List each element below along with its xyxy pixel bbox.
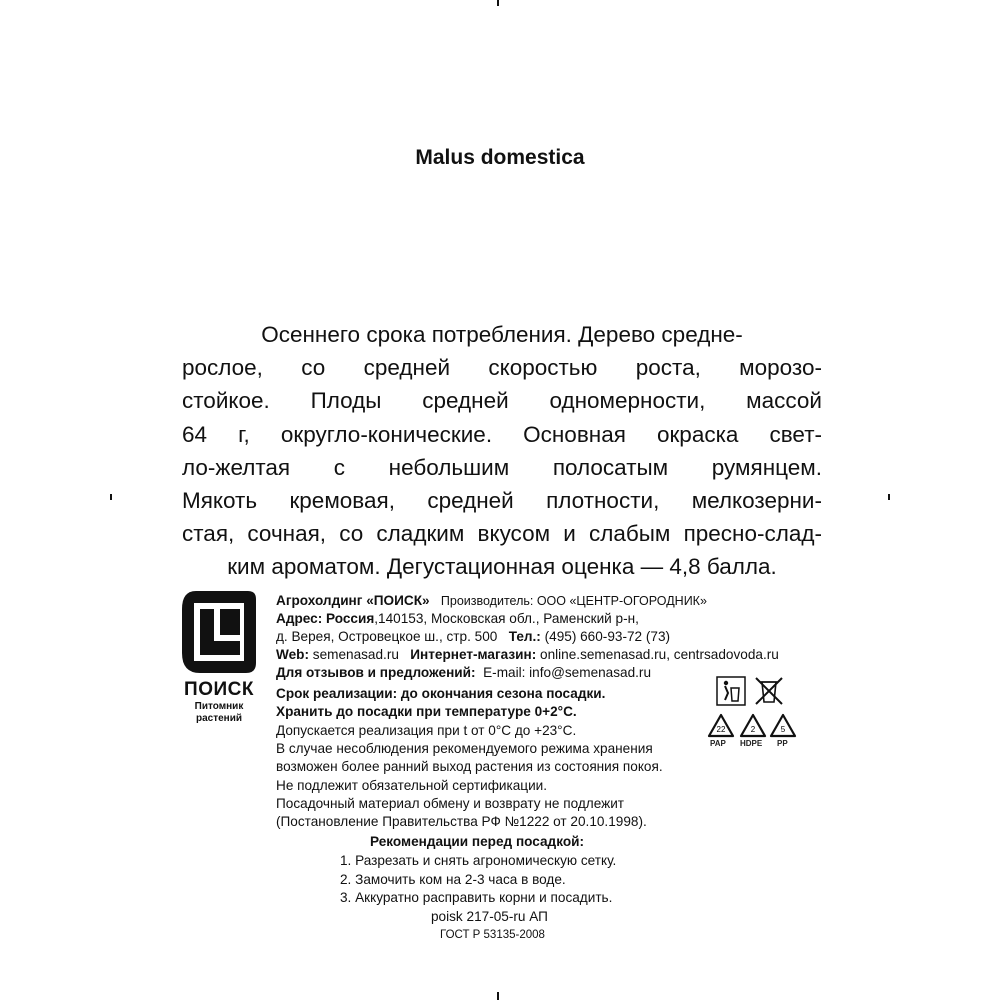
recycling-number: 5: [780, 725, 786, 734]
no-dispose-bin-icon: [752, 674, 786, 708]
latin-name: Malus domestica: [415, 146, 585, 169]
recycling-number: 22: [716, 725, 726, 734]
storage-warning: возможен более ранний выход растения из состояния покоя.: [276, 759, 663, 774]
phone-label: Тел.:: [508, 629, 541, 644]
email: E-mail: info@semenasad.ru: [483, 665, 652, 680]
address-line-2: д. Верея, Островецкое ш., стр. 500: [276, 629, 498, 644]
feedback-line: [276, 664, 651, 681]
recycling-number: 2: [750, 725, 756, 734]
address-text: ,140153, Московская обл., Раменский р-н,: [374, 611, 639, 626]
article-code: poisk 217-05-ru АП: [431, 909, 548, 924]
feedback-label: Для отзывов и предложений:: [276, 665, 476, 680]
poisk-logo: [176, 589, 260, 725]
description-line: стойкое. Плоды средней одномерности, массой: [182, 388, 822, 414]
description-line: ло-желтая с небольшим полосатым румянцем.: [182, 454, 822, 480]
trim-mark-bottom: [497, 992, 499, 1000]
web-line: [276, 646, 779, 663]
trim-mark-top: [497, 0, 499, 6]
address-label: Адрес:: [276, 611, 323, 626]
recommendations-title: Рекомендации перед посадкой:: [370, 834, 585, 849]
address-line: [276, 610, 639, 627]
company-line: [276, 592, 707, 610]
recommendation-step: 1. Разрезать и снять агрономическую сетку.: [340, 853, 617, 868]
storage-term: Срок реализации: до окончания сезона посадки.: [276, 686, 606, 701]
poisk-logo-mark: [178, 589, 258, 675]
description-line: ким ароматом. Дегустационная оценка — 4,8 балла.: [227, 554, 777, 580]
storage-allowed: Допускается реализация при t от 0°С до +23°С.: [276, 723, 577, 738]
address-country: Россия: [326, 611, 375, 626]
recycling-pp-icon: [768, 712, 798, 740]
certification-note: Не подлежит обязательной сертификации.: [276, 778, 548, 793]
storage-temperature: Хранить до посадки при температуре 0+2°С.: [276, 704, 577, 719]
trim-mark-right: [888, 494, 890, 500]
trim-mark-left: [110, 494, 112, 500]
recommendation-step: 3. Аккуратно расправить корни и посадить.: [340, 890, 613, 905]
website: semenasad.ru: [312, 647, 399, 662]
web-label: Web:: [276, 647, 309, 662]
variety-description: [182, 318, 822, 584]
shop-sites: online.semenasad.ru, centrsadovoda.ru: [540, 647, 779, 662]
recycling-pap-icon: [706, 712, 736, 740]
return-policy: (Постановление Правительства РФ №1222 от 20.10.1998).: [276, 814, 647, 829]
logo-subtitle: растений: [195, 713, 243, 724]
producer: Производитель: ООО «ЦЕНТР-ОГОРОДНИК»: [440, 594, 707, 608]
recycling-label: PP: [777, 739, 788, 748]
logo-name: ПОИСК: [184, 679, 254, 700]
dispose-in-bin-icon: [716, 676, 746, 706]
gost-code: ГОСТ Р 53135-2008: [440, 929, 545, 941]
recycling-label: HDPE: [740, 739, 763, 748]
phone-number: (495) 660-93-72 (73): [544, 629, 671, 644]
description-line: Мякоть кремовая, средней плотности, мелкозерни-: [182, 487, 822, 513]
shop-label: Интернет-магазин:: [410, 647, 537, 662]
description-line: Осеннего срока потребления. Дерево средне-: [261, 322, 743, 347]
address-phone-line: [276, 628, 670, 645]
description-line: стая, сочная, со сладким вкусом и слабым пресно-слад-: [182, 521, 822, 547]
return-policy: Посадочный материал обмену и возврату не подлежит: [276, 796, 625, 811]
holding-name: Агрохолдинг «ПОИСК»: [276, 593, 430, 608]
logo-subtitle: Питомник: [194, 701, 244, 712]
description-line: 64 г, округло-конические. Основная окраска свет-: [182, 421, 822, 447]
recommendation-step: 2. Замочить ком на 2-3 часа в воде.: [340, 872, 566, 887]
description-line: рослое, со средней скоростью роста, морозо-: [182, 355, 822, 381]
recycling-label: PAP: [710, 739, 726, 748]
storage-warning: В случае несоблюдения рекомендуемого режима хранения: [276, 741, 653, 756]
recycling-hdpe-icon: [738, 712, 768, 740]
